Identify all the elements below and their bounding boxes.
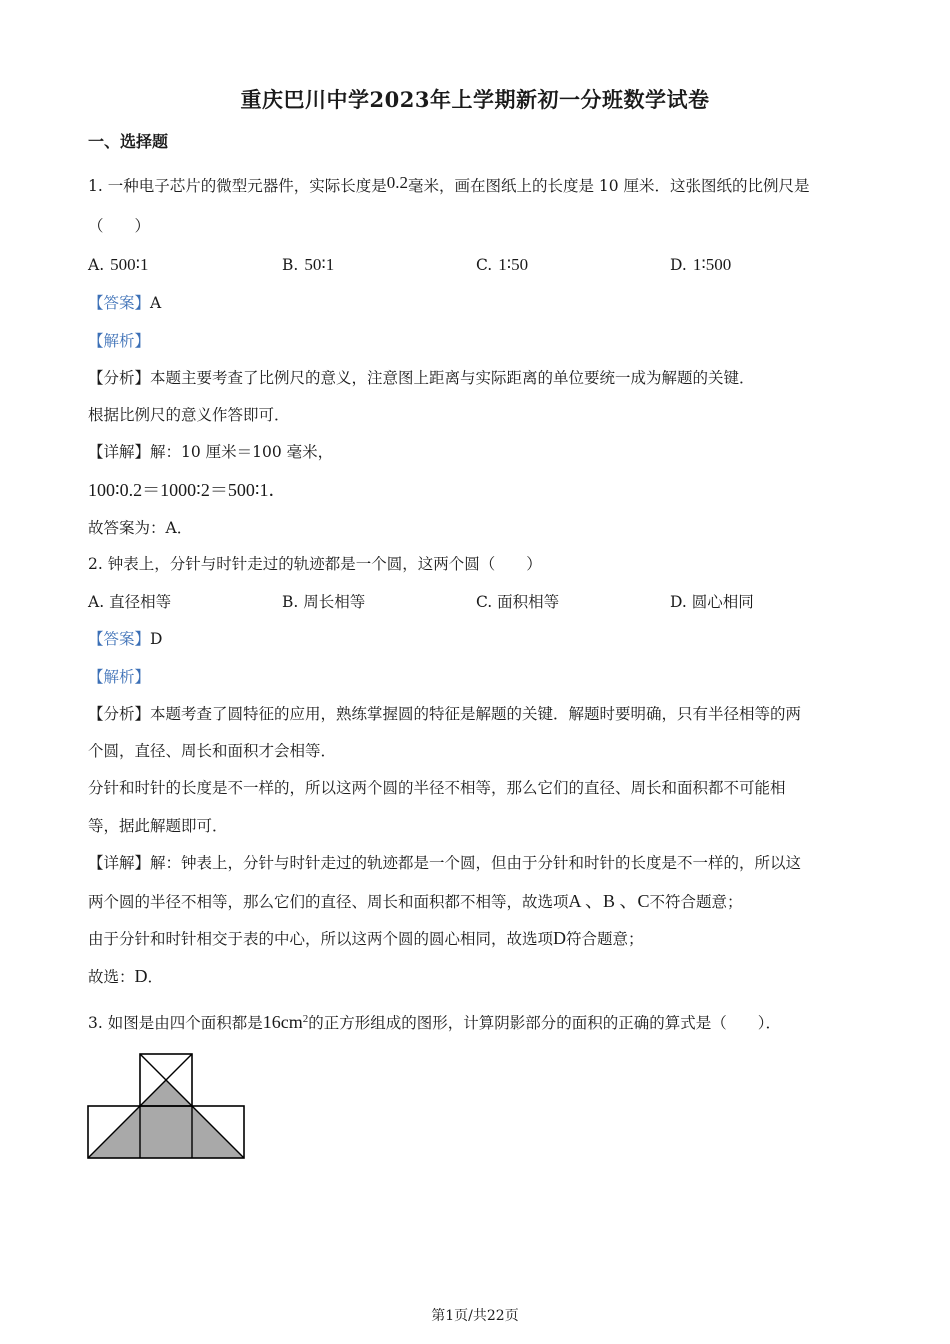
- q1-formula: 100∶0.2＝1000∶2＝500∶1．: [88, 480, 287, 500]
- xiangjie3-math: D: [553, 928, 567, 948]
- option-text: 500∶1: [110, 255, 149, 274]
- q1-xiangjie: [88, 441, 333, 463]
- q2-xiangjie1: [88, 852, 801, 874]
- q2-answer: [88, 628, 162, 650]
- section-heading: 一、选择题: [88, 132, 169, 151]
- q2-fenxi4: 等，据此解题即可．: [88, 817, 228, 835]
- q1-conclusion: 故答案为：A．: [88, 519, 193, 537]
- q1-stem-text-b: 毫米，画在图纸上的长度是 10 厘米．这张图纸的比例尺是: [407, 177, 810, 195]
- q1-option-d[interactable]: [670, 254, 731, 276]
- q1-stem-number: 0.2: [386, 173, 408, 192]
- conclusion-text-b: ．: [147, 968, 164, 986]
- option-text: 1∶500: [692, 255, 732, 274]
- q1-option-b[interactable]: [282, 254, 334, 276]
- q2-analysis-tag: 【解析】: [88, 668, 151, 686]
- q3-stem-text-a: 3. 如图是由四个面积都是: [88, 1014, 263, 1033]
- shaded-triangle: [88, 1080, 244, 1158]
- fenxi-tag: 【分析】: [88, 369, 151, 387]
- answer-tag: 【答案】: [88, 294, 151, 312]
- option-label: B.: [282, 256, 299, 274]
- fenxi-tag: 【分析】: [88, 705, 151, 723]
- q1-analysis-tag: 【解析】: [88, 332, 151, 350]
- option-text: 1∶50: [498, 255, 529, 274]
- xiangjie-text: 解：10 厘米＝100 毫米，: [150, 443, 334, 461]
- page-footer: 第1页/共22页: [431, 1308, 519, 1324]
- q3-stem-text-b: 的正方形组成的图形，计算阴影部分的面积的正确的算式是（ ）．: [308, 1014, 781, 1033]
- answer-tag: 【答案】: [88, 630, 151, 648]
- q2-option-a[interactable]: [88, 591, 171, 613]
- option-text: 周长相等: [303, 593, 366, 611]
- option-label: D.: [670, 593, 687, 611]
- conclusion-math: D: [134, 966, 148, 986]
- option-text: 直径相等: [109, 593, 172, 611]
- q3-stem: [88, 1008, 781, 1034]
- page-title: 重庆巴川中学2023年上学期新初一分班数学试卷: [240, 87, 710, 112]
- q2-conclusion: [88, 965, 163, 988]
- q1-stem-line2: （ ）: [88, 217, 151, 235]
- option-label: D.: [670, 256, 687, 274]
- q2-option-b[interactable]: [282, 591, 365, 613]
- xiangjie2-text-a: 两个圆的半径不相等，那么它们的直径、周长和面积都不相等，故选项: [88, 893, 569, 911]
- q3-stem-math: 16cm: [262, 1012, 303, 1033]
- fenxi-text: 本题主要考查了比例尺的意义，注意图上距离与实际距离的单位要统一成为解题的关键．: [150, 369, 755, 387]
- q2-option-c[interactable]: [476, 591, 559, 613]
- answer-value: D: [150, 630, 163, 648]
- q1-option-a[interactable]: [88, 254, 149, 276]
- q1-stem-line1: [88, 175, 810, 197]
- answer-value: A: [150, 294, 162, 312]
- q1-stem-text-a: 1. 一种电子芯片的微型元器件，实际长度是: [88, 177, 387, 195]
- q2-fenxi1: [88, 703, 801, 725]
- xiangjie-tag: 【详解】: [88, 443, 151, 461]
- q2-stem: 2. 钟表上，分针与时针走过的轨迹都是一个圆，这两个圆（ ）: [88, 555, 542, 573]
- option-label: A.: [88, 593, 105, 611]
- option-text: 50∶1: [304, 255, 335, 274]
- option-text: 面积相等: [497, 593, 560, 611]
- option-text: 圆心相同: [691, 593, 754, 611]
- xiangjie2-text-b: 不符合题意；: [649, 893, 743, 911]
- q2-xiangjie2: [88, 890, 743, 913]
- xiangjie-tag: 【详解】: [88, 854, 151, 872]
- q2-fenxi3: 分针和时针的长度是不一样的，所以这两个圆的半径不相等，那么它们的直径、周长和面积都不可能相: [88, 779, 786, 797]
- q1-answer: [88, 292, 161, 314]
- q2-fenxi2: 个圆，直径、周长和面积才会相等．: [88, 742, 337, 760]
- q2-xiangjie3: [88, 927, 644, 950]
- xiangjie3-text-b: 符合题意；: [566, 930, 644, 948]
- q3-figure: [86, 1052, 250, 1162]
- q3-stem-sup: 2: [302, 1013, 309, 1025]
- q2-option-d[interactable]: [670, 591, 754, 613]
- option-label: C.: [476, 593, 493, 611]
- xiangjie2-math: A 、B 、C: [568, 891, 650, 911]
- conclusion-text-a: 故选：: [88, 968, 135, 986]
- q1-fenxi2: 根据比例尺的意义作答即可．: [88, 406, 290, 424]
- fenxi-text: 本题考查了圆特征的应用，熟练掌握圆的特征是解题的关键．解题时要明确，只有半径相等的两: [150, 705, 802, 723]
- q1-option-c[interactable]: [476, 254, 528, 276]
- option-label: B.: [282, 593, 299, 611]
- option-label: A.: [88, 256, 105, 274]
- option-label: C.: [476, 256, 493, 274]
- q1-fenxi: [88, 367, 755, 389]
- xiangjie3-text-a: 由于分针和时针相交于表的中心，所以这两个圆的圆心相同，故选项: [88, 930, 554, 948]
- xiangjie-text: 解：钟表上，分针与时针走过的轨迹都是一个圆，但由于分针和时针的长度是不一样的，所以这: [150, 854, 802, 872]
